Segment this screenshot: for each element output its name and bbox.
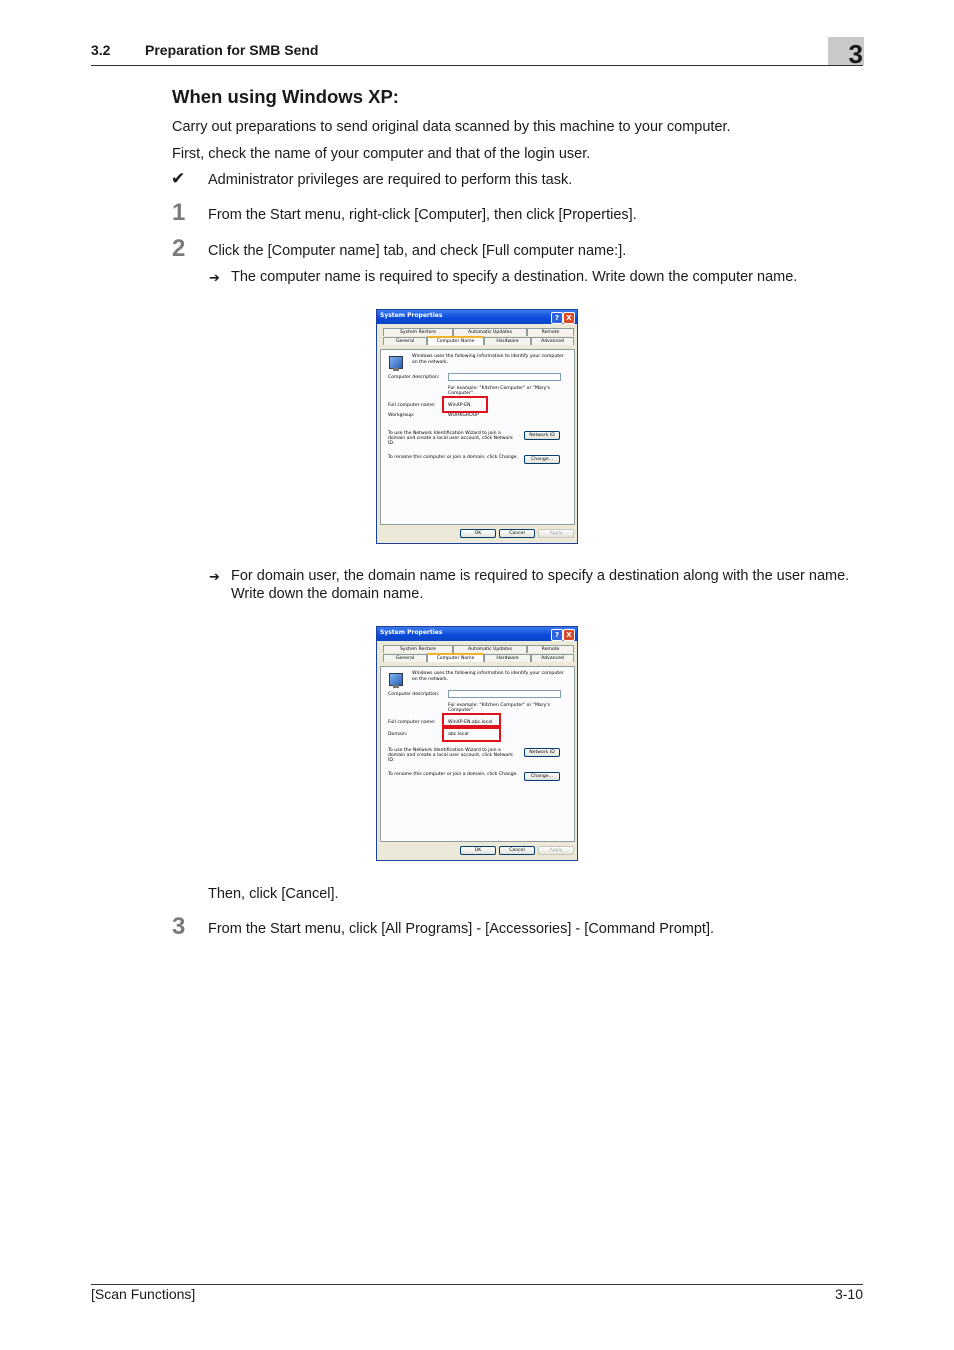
computer-name-note: The computer name is required to specify a destination. Write down the computer name. bbox=[231, 269, 798, 285]
tab-general[interactable]: General bbox=[383, 337, 427, 345]
domain-value: abc.local bbox=[448, 732, 469, 737]
dialog-title: System Properties bbox=[380, 629, 443, 636]
workgroup-label: Workgroup: bbox=[388, 413, 415, 418]
help-icon[interactable]: ? bbox=[551, 312, 563, 324]
ok-button[interactable]: OK bbox=[460, 529, 496, 538]
netid-text-1: To use the Network Identification Wizard to join a bbox=[388, 431, 501, 436]
close-icon[interactable]: X bbox=[563, 629, 575, 641]
tab-advanced[interactable]: Advanced bbox=[531, 337, 574, 345]
domain-highlight bbox=[442, 727, 501, 742]
tab-system-restore[interactable]: System Restore bbox=[383, 328, 453, 336]
info-text-2: on the network. bbox=[412, 677, 449, 682]
description-label: Computer description: bbox=[388, 692, 440, 697]
tab-advanced[interactable]: Advanced bbox=[531, 654, 574, 662]
full-name-value: WinXP-EN.abc.local bbox=[448, 720, 493, 725]
rename-text: To rename this computer or join a domain, click Change. bbox=[388, 455, 518, 460]
page-number: 3-10 bbox=[834, 1286, 863, 1302]
arrow-right-icon: ➔ bbox=[209, 270, 220, 285]
chapter-number: 3 bbox=[848, 39, 863, 69]
intro-paragraph-2: First, check the name of your computer and that of the login user. bbox=[172, 146, 591, 162]
info-text-2: on the network. bbox=[412, 360, 449, 365]
ok-button[interactable]: OK bbox=[460, 846, 496, 855]
tab-row-top bbox=[380, 328, 574, 336]
arrow-right-icon: ➔ bbox=[209, 569, 220, 584]
full-name-value: WinXP-EN. bbox=[448, 403, 472, 408]
system-properties-dialog-2 bbox=[376, 626, 578, 861]
tab-hardware[interactable]: Hardware bbox=[484, 654, 531, 662]
tab-row-bottom bbox=[380, 337, 574, 345]
rename-text: To rename this computer or join a domain, click Change. bbox=[388, 772, 518, 777]
full-name-label: Full computer name: bbox=[388, 720, 436, 725]
example-text-1: For example: "Kitchen Computer" or "Mary's bbox=[448, 703, 550, 708]
full-name-highlight bbox=[442, 713, 501, 727]
example-text-1: For example: "Kitchen Computer" or "Mary's bbox=[448, 386, 550, 391]
computer-name-panel bbox=[380, 349, 575, 525]
netid-text-2: domain and create a local user account, click Network bbox=[388, 436, 513, 441]
example-text-2: Computer". bbox=[448, 391, 475, 396]
step-2-text: Click the [Computer name] tab, and check [Full computer name:]. bbox=[208, 243, 627, 259]
step-1-text: From the Start menu, right-click [Computer], then click [Properties]. bbox=[208, 207, 637, 223]
netid-text-3: ID. bbox=[388, 758, 395, 763]
full-name-label: Full computer name: bbox=[388, 403, 436, 408]
apply-button[interactable]: Apply bbox=[538, 846, 574, 855]
checkmark-icon: ✔ bbox=[171, 169, 186, 188]
chapter-tab bbox=[828, 37, 864, 69]
netid-text-3: ID. bbox=[388, 441, 395, 446]
page-heading: When using Windows XP: bbox=[172, 86, 399, 107]
footer-chapter: [Scan Functions] bbox=[91, 1286, 196, 1302]
description-label: Computer description: bbox=[388, 375, 440, 380]
dialog-title-bar bbox=[377, 627, 577, 641]
example-text-2: Computer". bbox=[448, 708, 475, 713]
apply-button[interactable]: Apply bbox=[538, 529, 574, 538]
tab-hardware[interactable]: Hardware bbox=[484, 337, 531, 345]
tab-computer-name[interactable]: Computer Name bbox=[427, 653, 484, 662]
network-id-button[interactable]: Network ID bbox=[524, 748, 560, 757]
tab-remote[interactable]: Remote bbox=[527, 328, 574, 336]
tab-automatic-updates[interactable]: Automatic Updates bbox=[453, 328, 527, 336]
info-text-1: Windows uses the following information to identify your computer bbox=[412, 671, 564, 676]
step-2-number: 2 bbox=[172, 235, 186, 262]
domain-note-1: For domain user, the domain name is required to specify a destination along with the user name. bbox=[231, 568, 850, 584]
prerequisite-text: Administrator privileges are required to perform this task. bbox=[208, 172, 573, 188]
system-properties-dialog-1 bbox=[376, 309, 578, 544]
tab-remote[interactable]: Remote bbox=[527, 645, 574, 653]
computer-name-panel bbox=[380, 666, 575, 842]
change-button[interactable]: Change... bbox=[524, 455, 560, 464]
tab-row-bottom bbox=[380, 654, 574, 662]
netid-text-1: To use the Network Identification Wizard to join a bbox=[388, 748, 501, 753]
step-3-number: 3 bbox=[172, 913, 186, 940]
intro-paragraph-1: Carry out preparations to send original data scanned by this machine to your computer. bbox=[172, 119, 731, 135]
workgroup-value: WORKGROUP bbox=[448, 413, 479, 418]
network-id-button[interactable]: Network ID bbox=[524, 431, 560, 440]
domain-note-2: Write down the domain name. bbox=[231, 586, 424, 602]
header-rule bbox=[91, 65, 863, 66]
tab-general[interactable]: General bbox=[383, 654, 427, 662]
tab-row-top bbox=[380, 645, 574, 653]
cancel-button[interactable]: Cancel bbox=[499, 846, 535, 855]
computer-icon bbox=[389, 356, 403, 369]
dialog-title-bar bbox=[377, 310, 577, 324]
help-icon[interactable]: ? bbox=[551, 629, 563, 641]
tab-computer-name[interactable]: Computer Name bbox=[427, 336, 484, 345]
description-input[interactable] bbox=[448, 373, 561, 381]
then-cancel-text: Then, click [Cancel]. bbox=[208, 886, 339, 902]
dialog-title: System Properties bbox=[380, 312, 443, 319]
step-1-number: 1 bbox=[172, 199, 186, 226]
info-text-1: Windows uses the following information to identify your computer bbox=[412, 354, 564, 359]
cancel-button[interactable]: Cancel bbox=[499, 529, 535, 538]
full-name-highlight bbox=[442, 396, 488, 413]
close-icon[interactable]: X bbox=[563, 312, 575, 324]
computer-icon bbox=[389, 673, 403, 686]
footer-rule bbox=[91, 1284, 863, 1285]
tab-system-restore[interactable]: System Restore bbox=[383, 645, 453, 653]
description-input[interactable] bbox=[448, 690, 561, 698]
domain-label: Domain: bbox=[388, 732, 408, 737]
step-3-text: From the Start menu, click [All Programs] - [Accessories] - [Command Prompt]. bbox=[208, 921, 715, 937]
change-button[interactable]: Change... bbox=[524, 772, 560, 781]
section-number: 3.2 bbox=[91, 42, 111, 58]
netid-text-2: domain and create a local user account, click Network bbox=[388, 753, 513, 758]
tab-automatic-updates[interactable]: Automatic Updates bbox=[453, 645, 527, 653]
section-title: Preparation for SMB Send bbox=[145, 42, 319, 58]
